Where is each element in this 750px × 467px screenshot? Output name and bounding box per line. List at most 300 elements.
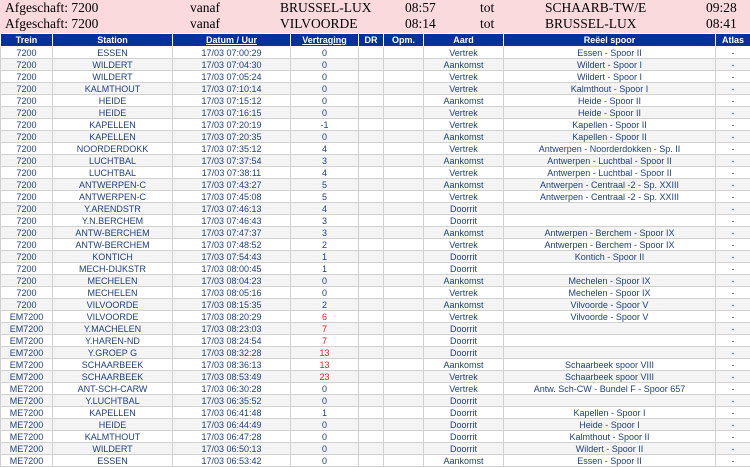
table-row	[1, 71, 750, 83]
cell-opm	[384, 251, 424, 263]
table-row	[1, 203, 750, 215]
table-row	[1, 179, 750, 191]
cell-aard: Aankomst	[424, 131, 504, 143]
cell-aard: Vertrek	[424, 71, 504, 83]
cell-atlas: -	[716, 71, 750, 83]
cell-opm	[384, 119, 424, 131]
cell-dr	[359, 59, 384, 71]
table-row	[1, 347, 750, 359]
to-station: BRUSSEL-LUX	[545, 16, 637, 32]
cell-opm	[384, 431, 424, 443]
cell-trein: 7200	[1, 131, 53, 143]
cell-vertraging: 0	[291, 395, 359, 407]
cell-vertraging: 2	[291, 299, 359, 311]
cell-station: KALMTHOUT	[53, 431, 173, 443]
cell-atlas: -	[716, 299, 750, 311]
cell-atlas: -	[716, 263, 750, 275]
cell-dr	[359, 359, 384, 371]
cell-trein: EM7200	[1, 323, 53, 335]
cell-dr	[359, 107, 384, 119]
cell-vertraging: 5	[291, 179, 359, 191]
cell-station: NOORDERDOKK	[53, 143, 173, 155]
cell-reeel-spoor: Schaarbeek spoor VIII	[504, 371, 716, 383]
cell-vertraging: 1	[291, 251, 359, 263]
cell-datum-uur: 17/03 07:46:13	[173, 203, 291, 215]
cell-reeel-spoor: Mechelen - Spoor IX	[504, 287, 716, 299]
cell-trein: 7200	[1, 95, 53, 107]
table-row	[1, 443, 750, 455]
cell-trein: 7200	[1, 275, 53, 287]
cell-opm	[384, 47, 424, 59]
cell-station: SCHAARBEEK	[53, 371, 173, 383]
cell-atlas: -	[716, 347, 750, 359]
cell-station: HEIDE	[53, 107, 173, 119]
cell-datum-uur: 17/03 06:47:28	[173, 431, 291, 443]
cell-trein: ME7200	[1, 431, 53, 443]
cell-station: KONTICH	[53, 251, 173, 263]
table-row	[1, 383, 750, 395]
cell-datum-uur: 17/03 08:32:28	[173, 347, 291, 359]
tot-label: tot	[480, 0, 494, 16]
cell-station: MECHELEN	[53, 275, 173, 287]
cell-trein: ME7200	[1, 419, 53, 431]
cell-trein: ME7200	[1, 443, 53, 455]
cell-trein: 7200	[1, 239, 53, 251]
cell-dr	[359, 143, 384, 155]
cell-opm	[384, 227, 424, 239]
cell-opm	[384, 83, 424, 95]
cell-datum-uur: 17/03 07:00:29	[173, 47, 291, 59]
cell-datum-uur: 17/03 07:43:27	[173, 179, 291, 191]
col-header-atlas: Atlas	[716, 34, 750, 47]
cell-dr	[359, 455, 384, 467]
vanaf-label: vanaf	[190, 0, 220, 16]
cell-vertraging: 0	[291, 287, 359, 299]
table-row	[1, 143, 750, 155]
cell-datum-uur: 17/03 06:41:48	[173, 407, 291, 419]
cell-dr	[359, 395, 384, 407]
col-header-opm: Opm.	[384, 34, 424, 47]
cell-vertraging: 0	[291, 107, 359, 119]
cell-atlas: -	[716, 215, 750, 227]
cell-dr	[359, 227, 384, 239]
table-row	[1, 395, 750, 407]
cell-aard: Aankomst	[424, 227, 504, 239]
table-row	[1, 95, 750, 107]
cell-dr	[359, 83, 384, 95]
cell-aard: Vertrek	[424, 287, 504, 299]
cell-aard: Doorrit	[424, 251, 504, 263]
cell-vertraging: 13	[291, 359, 359, 371]
cell-atlas: -	[716, 407, 750, 419]
cell-datum-uur: 17/03 07:47:37	[173, 227, 291, 239]
cell-atlas: -	[716, 239, 750, 251]
cell-vertraging: 6	[291, 311, 359, 323]
col-header-station: Station	[53, 34, 173, 47]
cell-datum-uur: 17/03 06:35:52	[173, 395, 291, 407]
cell-trein: 7200	[1, 155, 53, 167]
cell-aard: Vertrek	[424, 311, 504, 323]
cell-atlas: -	[716, 359, 750, 371]
cell-aard: Doorrit	[424, 443, 504, 455]
cell-trein: EM7200	[1, 335, 53, 347]
cell-reeel-spoor: Heide - Spoor II	[504, 95, 716, 107]
cell-opm	[384, 131, 424, 143]
cell-station: ANTWERPEN-C	[53, 179, 173, 191]
cell-station: WILDERT	[53, 59, 173, 71]
cell-dr	[359, 371, 384, 383]
cell-atlas: -	[716, 455, 750, 467]
table-row	[1, 407, 750, 419]
cell-datum-uur: 17/03 07:16:15	[173, 107, 291, 119]
cell-datum-uur: 17/03 08:36:13	[173, 359, 291, 371]
cell-atlas: -	[716, 167, 750, 179]
cell-opm	[384, 215, 424, 227]
cell-station: ANTWERPEN-C	[53, 191, 173, 203]
col-header-aard: Aard	[424, 34, 504, 47]
cell-opm	[384, 203, 424, 215]
cell-station: Y.MACHELEN	[53, 323, 173, 335]
cell-atlas: -	[716, 227, 750, 239]
cell-trein: EM7200	[1, 311, 53, 323]
cell-opm	[384, 143, 424, 155]
cell-reeel-spoor: Wildert - Spoor II	[504, 443, 716, 455]
cell-atlas: -	[716, 287, 750, 299]
cell-datum-uur: 17/03 07:48:52	[173, 239, 291, 251]
cell-trein: 7200	[1, 263, 53, 275]
cell-reeel-spoor: Antwerpen - Berchem - Spoor IX	[504, 227, 716, 239]
cell-datum-uur: 17/03 08:23:03	[173, 323, 291, 335]
cell-station: ANTW-BERCHEM	[53, 239, 173, 251]
cell-trein: ME7200	[1, 383, 53, 395]
cell-vertraging: 0	[291, 455, 359, 467]
table-row	[1, 191, 750, 203]
cell-vertraging: 5	[291, 191, 359, 203]
cell-dr	[359, 191, 384, 203]
cell-trein: 7200	[1, 299, 53, 311]
cell-dr	[359, 347, 384, 359]
cell-aard: Vertrek	[424, 371, 504, 383]
cell-atlas: -	[716, 251, 750, 263]
cell-vertraging: 0	[291, 83, 359, 95]
cell-trein: 7200	[1, 167, 53, 179]
cell-station: LUCHTBAL	[53, 167, 173, 179]
cell-reeel-spoor: Wildert - Spoor I	[504, 71, 716, 83]
cell-opm	[384, 383, 424, 395]
cell-reeel-spoor: Heide - Spoor I	[504, 419, 716, 431]
cell-datum-uur: 17/03 08:15:35	[173, 299, 291, 311]
cell-datum-uur: 17/03 07:54:43	[173, 251, 291, 263]
cell-datum-uur: 17/03 08:00:45	[173, 263, 291, 275]
cell-opm	[384, 191, 424, 203]
cell-vertraging: 0	[291, 383, 359, 395]
cell-vertraging: 0	[291, 131, 359, 143]
cell-vertraging: 0	[291, 95, 359, 107]
cell-aard: Aankomst	[424, 275, 504, 287]
table-row	[1, 167, 750, 179]
cell-dr	[359, 251, 384, 263]
cell-atlas: -	[716, 335, 750, 347]
cell-reeel-spoor: Heide - Spoor II	[504, 107, 716, 119]
cell-atlas: -	[716, 107, 750, 119]
cell-opm	[384, 107, 424, 119]
cell-aard: Aankomst	[424, 95, 504, 107]
table-row	[1, 251, 750, 263]
cell-atlas: -	[716, 191, 750, 203]
cell-vertraging: 1	[291, 263, 359, 275]
cell-opm	[384, 59, 424, 71]
cell-reeel-spoor: Wildert - Spoor I	[504, 59, 716, 71]
cell-reeel-spoor: Schaarbeek spoor VIII	[504, 359, 716, 371]
cell-vertraging: 23	[291, 371, 359, 383]
cancellation-line-2	[0, 16, 750, 32]
table-body	[1, 47, 750, 467]
cell-opm	[384, 335, 424, 347]
table-header-row	[1, 34, 750, 47]
cell-opm	[384, 443, 424, 455]
cell-vertraging: 0	[291, 431, 359, 443]
cell-trein: 7200	[1, 71, 53, 83]
cell-vertraging: 13	[291, 347, 359, 359]
cell-station: WILDERT	[53, 71, 173, 83]
cell-reeel-spoor: Kapellen - Spoor II	[504, 131, 716, 143]
cell-station: KAPELLEN	[53, 407, 173, 419]
cell-aard: Vertrek	[424, 191, 504, 203]
cell-trein: 7200	[1, 119, 53, 131]
cell-station: HEIDE	[53, 95, 173, 107]
cell-aard: Doorrit	[424, 323, 504, 335]
table-row	[1, 311, 750, 323]
cell-atlas: -	[716, 155, 750, 167]
cell-aard: Vertrek	[424, 107, 504, 119]
cell-station: Y.LUCHTBAL	[53, 395, 173, 407]
cell-opm	[384, 71, 424, 83]
cell-opm	[384, 299, 424, 311]
cell-vertraging: 0	[291, 59, 359, 71]
cell-opm	[384, 95, 424, 107]
cell-reeel-spoor: Essen - Spoor II	[504, 47, 716, 59]
train-events-table	[0, 33, 750, 467]
cell-station: MECHELEN	[53, 287, 173, 299]
cell-datum-uur: 17/03 06:30:28	[173, 383, 291, 395]
cell-opm	[384, 371, 424, 383]
cell-aard: Vertrek	[424, 239, 504, 251]
cancellation-header	[0, 0, 750, 33]
cell-datum-uur: 17/03 06:50:13	[173, 443, 291, 455]
table-row	[1, 287, 750, 299]
table-row	[1, 455, 750, 467]
cell-dr	[359, 179, 384, 191]
cell-aard: Doorrit	[424, 395, 504, 407]
cell-trein: EM7200	[1, 347, 53, 359]
table-row	[1, 299, 750, 311]
cell-trein: EM7200	[1, 359, 53, 371]
cell-aard: Vertrek	[424, 143, 504, 155]
cancellation-line-1	[0, 0, 750, 16]
col-header-vertraging[interactable]: Vertraging	[291, 34, 359, 47]
cell-datum-uur: 17/03 07:04:30	[173, 59, 291, 71]
cell-dr	[359, 95, 384, 107]
cell-reeel-spoor: Kalmthout - Spoor II	[504, 431, 716, 443]
cell-reeel-spoor: Antwerpen - Centraal -2 - Sp. XXIII	[504, 191, 716, 203]
cell-station: Y.N.BERCHEM	[53, 215, 173, 227]
cell-trein: 7200	[1, 287, 53, 299]
cell-reeel-spoor	[504, 263, 716, 275]
cell-opm	[384, 287, 424, 299]
cell-opm	[384, 347, 424, 359]
cell-dr	[359, 263, 384, 275]
cell-station: KAPELLEN	[53, 119, 173, 131]
cell-reeel-spoor	[504, 395, 716, 407]
cell-datum-uur: 17/03 06:44:49	[173, 419, 291, 431]
col-header-reeel-spoor: Reëel spoor	[504, 34, 716, 47]
cell-trein: 7200	[1, 59, 53, 71]
cell-aard: Doorrit	[424, 347, 504, 359]
cell-aard: Doorrit	[424, 215, 504, 227]
cell-opm	[384, 311, 424, 323]
cell-station: VILVOORDE	[53, 299, 173, 311]
cell-atlas: -	[716, 323, 750, 335]
cell-dr	[359, 311, 384, 323]
cell-station: ANT-SCH-CARW	[53, 383, 173, 395]
cell-trein: 7200	[1, 227, 53, 239]
cell-station: ANTW-BERCHEM	[53, 227, 173, 239]
cell-vertraging: 0	[291, 47, 359, 59]
cancellation-label: Afgeschaft: 7200	[5, 0, 98, 16]
cell-dr	[359, 275, 384, 287]
cell-dr	[359, 431, 384, 443]
cell-datum-uur: 17/03 08:05:16	[173, 287, 291, 299]
table-row	[1, 335, 750, 347]
cell-trein: 7200	[1, 215, 53, 227]
cell-opm	[384, 395, 424, 407]
cell-aard: Aankomst	[424, 359, 504, 371]
cell-atlas: -	[716, 131, 750, 143]
cell-reeel-spoor	[504, 215, 716, 227]
cell-reeel-spoor: Kalmthout - Spoor I	[504, 83, 716, 95]
cell-datum-uur: 17/03 07:35:12	[173, 143, 291, 155]
cell-trein: EM7200	[1, 371, 53, 383]
table-row	[1, 215, 750, 227]
cell-opm	[384, 263, 424, 275]
vanaf-label: vanaf	[190, 16, 220, 32]
cell-reeel-spoor	[504, 335, 716, 347]
cell-dr	[359, 119, 384, 131]
cell-trein: ME7200	[1, 407, 53, 419]
cell-aard: Doorrit	[424, 203, 504, 215]
cell-dr	[359, 383, 384, 395]
cell-opm	[384, 455, 424, 467]
cell-vertraging: 1	[291, 407, 359, 419]
col-header-datum-uur[interactable]: Datum / Uur	[173, 34, 291, 47]
cell-aard: Vertrek	[424, 47, 504, 59]
cell-datum-uur: 17/03 07:20:19	[173, 119, 291, 131]
cell-dr	[359, 203, 384, 215]
cell-station: Y.ARENDSTR	[53, 203, 173, 215]
cell-trein: 7200	[1, 179, 53, 191]
cell-trein: ME7200	[1, 455, 53, 467]
cell-atlas: -	[716, 431, 750, 443]
to-time: 08:41	[706, 16, 737, 32]
cell-dr	[359, 407, 384, 419]
cell-aard: Vertrek	[424, 119, 504, 131]
cell-vertraging: 0	[291, 443, 359, 455]
cell-opm	[384, 359, 424, 371]
cell-atlas: -	[716, 203, 750, 215]
cell-dr	[359, 239, 384, 251]
cell-dr	[359, 47, 384, 59]
cell-vertraging: 7	[291, 323, 359, 335]
table-row	[1, 239, 750, 251]
cell-vertraging: 4	[291, 203, 359, 215]
cell-atlas: -	[716, 143, 750, 155]
cell-aard: Doorrit	[424, 263, 504, 275]
cell-datum-uur: 17/03 08:20:29	[173, 311, 291, 323]
cancellation-label: Afgeschaft: 7200	[5, 16, 98, 32]
cell-station: KAPELLEN	[53, 131, 173, 143]
cell-opm	[384, 407, 424, 419]
cell-station: KALMTHOUT	[53, 83, 173, 95]
cell-reeel-spoor	[504, 323, 716, 335]
cell-reeel-spoor: Mechelen - Spoor IX	[504, 275, 716, 287]
cell-station: ESSEN	[53, 455, 173, 467]
cell-dr	[359, 419, 384, 431]
cell-atlas: -	[716, 419, 750, 431]
cell-trein: 7200	[1, 251, 53, 263]
cell-trein: 7200	[1, 107, 53, 119]
cell-datum-uur: 17/03 08:24:54	[173, 335, 291, 347]
cell-station: LUCHTBAL	[53, 155, 173, 167]
cell-atlas: -	[716, 179, 750, 191]
tot-label: tot	[480, 16, 494, 32]
cell-station: SCHAARBEEK	[53, 359, 173, 371]
from-station: BRUSSEL-LUX	[280, 0, 372, 16]
cell-dr	[359, 167, 384, 179]
table-row	[1, 323, 750, 335]
cell-trein: ME7200	[1, 395, 53, 407]
cell-reeel-spoor: Kapellen - Spoor II	[504, 119, 716, 131]
table-row	[1, 359, 750, 371]
cell-vertraging: -1	[291, 119, 359, 131]
cell-datum-uur: 17/03 07:20:35	[173, 131, 291, 143]
cell-aard: Aankomst	[424, 59, 504, 71]
table-row	[1, 107, 750, 119]
table-row	[1, 131, 750, 143]
cell-reeel-spoor: Antwerpen - Berchem - Spoor IX	[504, 239, 716, 251]
table-row	[1, 275, 750, 287]
cell-trein: 7200	[1, 203, 53, 215]
cell-opm	[384, 323, 424, 335]
cell-aard: Aankomst	[424, 455, 504, 467]
cell-reeel-spoor: Vilvoorde - Spoor V	[504, 299, 716, 311]
cell-opm	[384, 275, 424, 287]
cell-atlas: -	[716, 371, 750, 383]
cell-dr	[359, 287, 384, 299]
table-row	[1, 431, 750, 443]
cell-dr	[359, 215, 384, 227]
cell-opm	[384, 167, 424, 179]
cell-dr	[359, 131, 384, 143]
table-row	[1, 119, 750, 131]
cell-dr	[359, 71, 384, 83]
cell-reeel-spoor: Kontich - Spoor II	[504, 251, 716, 263]
cell-station: Y.GROEP G	[53, 347, 173, 359]
cell-aard: Aankomst	[424, 299, 504, 311]
cell-datum-uur: 17/03 07:15:12	[173, 95, 291, 107]
table-row	[1, 227, 750, 239]
cell-datum-uur: 17/03 07:05:24	[173, 71, 291, 83]
cell-vertraging: 3	[291, 215, 359, 227]
